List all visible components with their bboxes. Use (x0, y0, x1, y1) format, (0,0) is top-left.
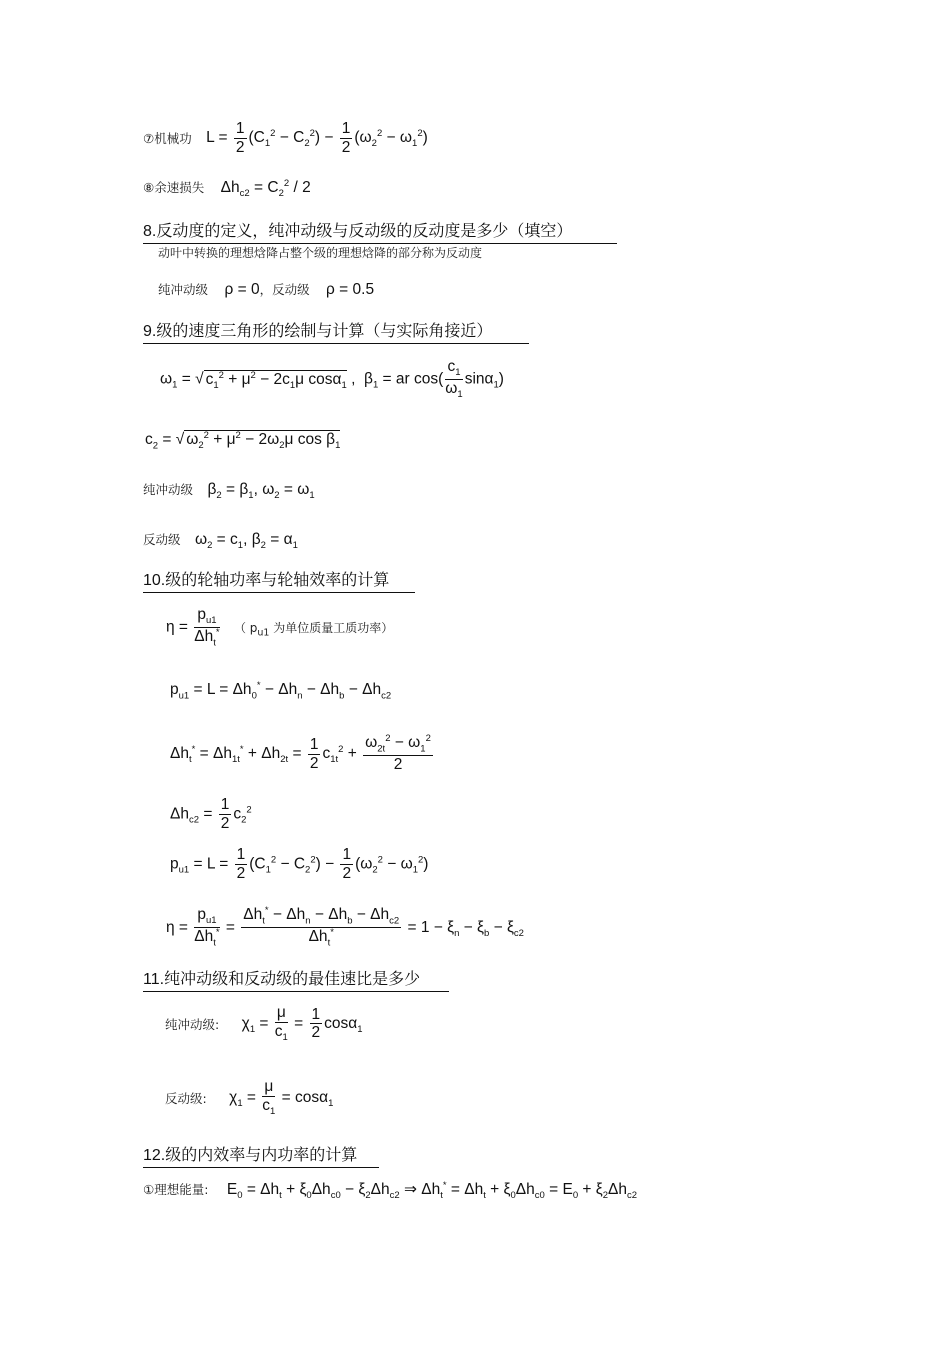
q11-impulse-ratio: 纯冲动级: $\chi_1$ = $\frac{\mu}{c_1}$ = $\frac{1}{2}$ cosα$_1$ (165, 1004, 363, 1043)
section-7-label: ⑦机械功 (143, 131, 192, 147)
q9-reaction-stage: 反动级 $\omega_2 = c_1$, $\beta_2 = \alpha_1$ (143, 531, 298, 552)
q10-exit-loss-equation: $\Delta h_{c2}$ = $\frac{1}{2}$ $c_2^2$ (170, 796, 252, 832)
q8-values: 纯冲动级 ρ = 0，反动级 ρ = 0.5 (158, 281, 375, 298)
section-8-label: ⑧余速损失 (143, 180, 205, 196)
q11-reaction-ratio: 反动级: $\chi_1$ = $\frac{\mu}{c_1}$ = cosα$_1$ (165, 1078, 334, 1117)
q12-ideal-energy: ①理想能量: $E_0 = \Delta h_t + \xi_0\Delta h_{c0} - \xi_2\Delta h_{c2}$ ⇒ $\Delta h_t^* = \Delta h_t + \xi_0\Delta h_{c0} = E_0 + \xi_2\Delta h_{c2}$ (143, 1180, 638, 1202)
section-7-mechanical-work (143, 120, 428, 157)
q9-relative-velocity-equation: $\omega_1$ = √ $c_1^2 + \mu^2 - 2c_1\mu$ cosα$_1$ , $\beta_1$ = ar cos( $\frac{c_1}{\omega_1}$ sinα$_1$) (160, 358, 504, 401)
q10-efficiency-equation: η = $p_{u1}$ $\Delta h_t^*$ = $\Delta h_t^* - \Delta h_n - \Delta h_b - \Delta h_{c2}$ $\Delta h_t^*$ = $1 - \xi_n - \xi_b - \xi_{c2}$ (166, 905, 524, 949)
q10-power-work-equation: $p_{u1} = L$ = $\frac{1}{2}$ $(C_1^2 - C_2^2)$ − $\frac{1}{2}$ $(\omega_2^2 - \omega_1^2)$ (170, 846, 429, 882)
q10-power-equation: $p_{u1} = L = \Delta h_0^* - \Delta h_n - \Delta h_b - \Delta h_{c2}$ (170, 680, 392, 702)
q8-heading: 8.反动度的定义，纯冲动级与反动级的反动度是多少（填空） (143, 218, 617, 244)
q12-heading: 12.级的内效率与内功率的计算 (143, 1142, 379, 1168)
exit-loss-equation: $\Delta h_{c2} = C_2^2 / 2$ (220, 178, 311, 200)
q11-heading: 11.纯冲动级和反动级的最佳速比是多少 (143, 966, 449, 992)
section-8-exit-loss (143, 178, 311, 199)
q8-definition: 动叶中转换的理想焓降占整个级的理想焓降的部分称为反动度 (158, 246, 483, 260)
mechanical-work-equation: L = $\frac{1}{2}$ $(C_1^2 - C_2^2)$ − $\frac{1}{2}$ $(\omega_2^2 - \omega_1^2)$ (206, 120, 428, 156)
q9-impulse-stage: 纯冲动级 $\beta_2 = \beta_1$, $\omega_2 = \omega_1$ (143, 481, 315, 502)
q10-ideal-enthalpy-drop-equation: $\Delta h_t^* = \Delta h_{1t}^* + \Delta h_{2t}$ = $\frac{1}{2}$ $c_{1t}^2$ + $\frac{\omega_{2t}^2 - \omega_1^2}{2}$ (170, 733, 431, 774)
q10-efficiency-definition: η = $p_{u1}$ $\Delta h_t^*$ （ $p_{u1}$ 为单位质量工质功率） (166, 606, 394, 649)
q9-heading: 9.级的速度三角形的绘制与计算（与实际角接近） (143, 318, 529, 344)
q10-heading: 10.级的轮轴功率与轮轴效率的计算 (143, 567, 415, 593)
q9-exit-velocity-equation: $c_2$ = √ $\omega_2^2 + \mu^2 - 2\omega_2\mu$ $\cos \beta_1$ (145, 430, 341, 452)
